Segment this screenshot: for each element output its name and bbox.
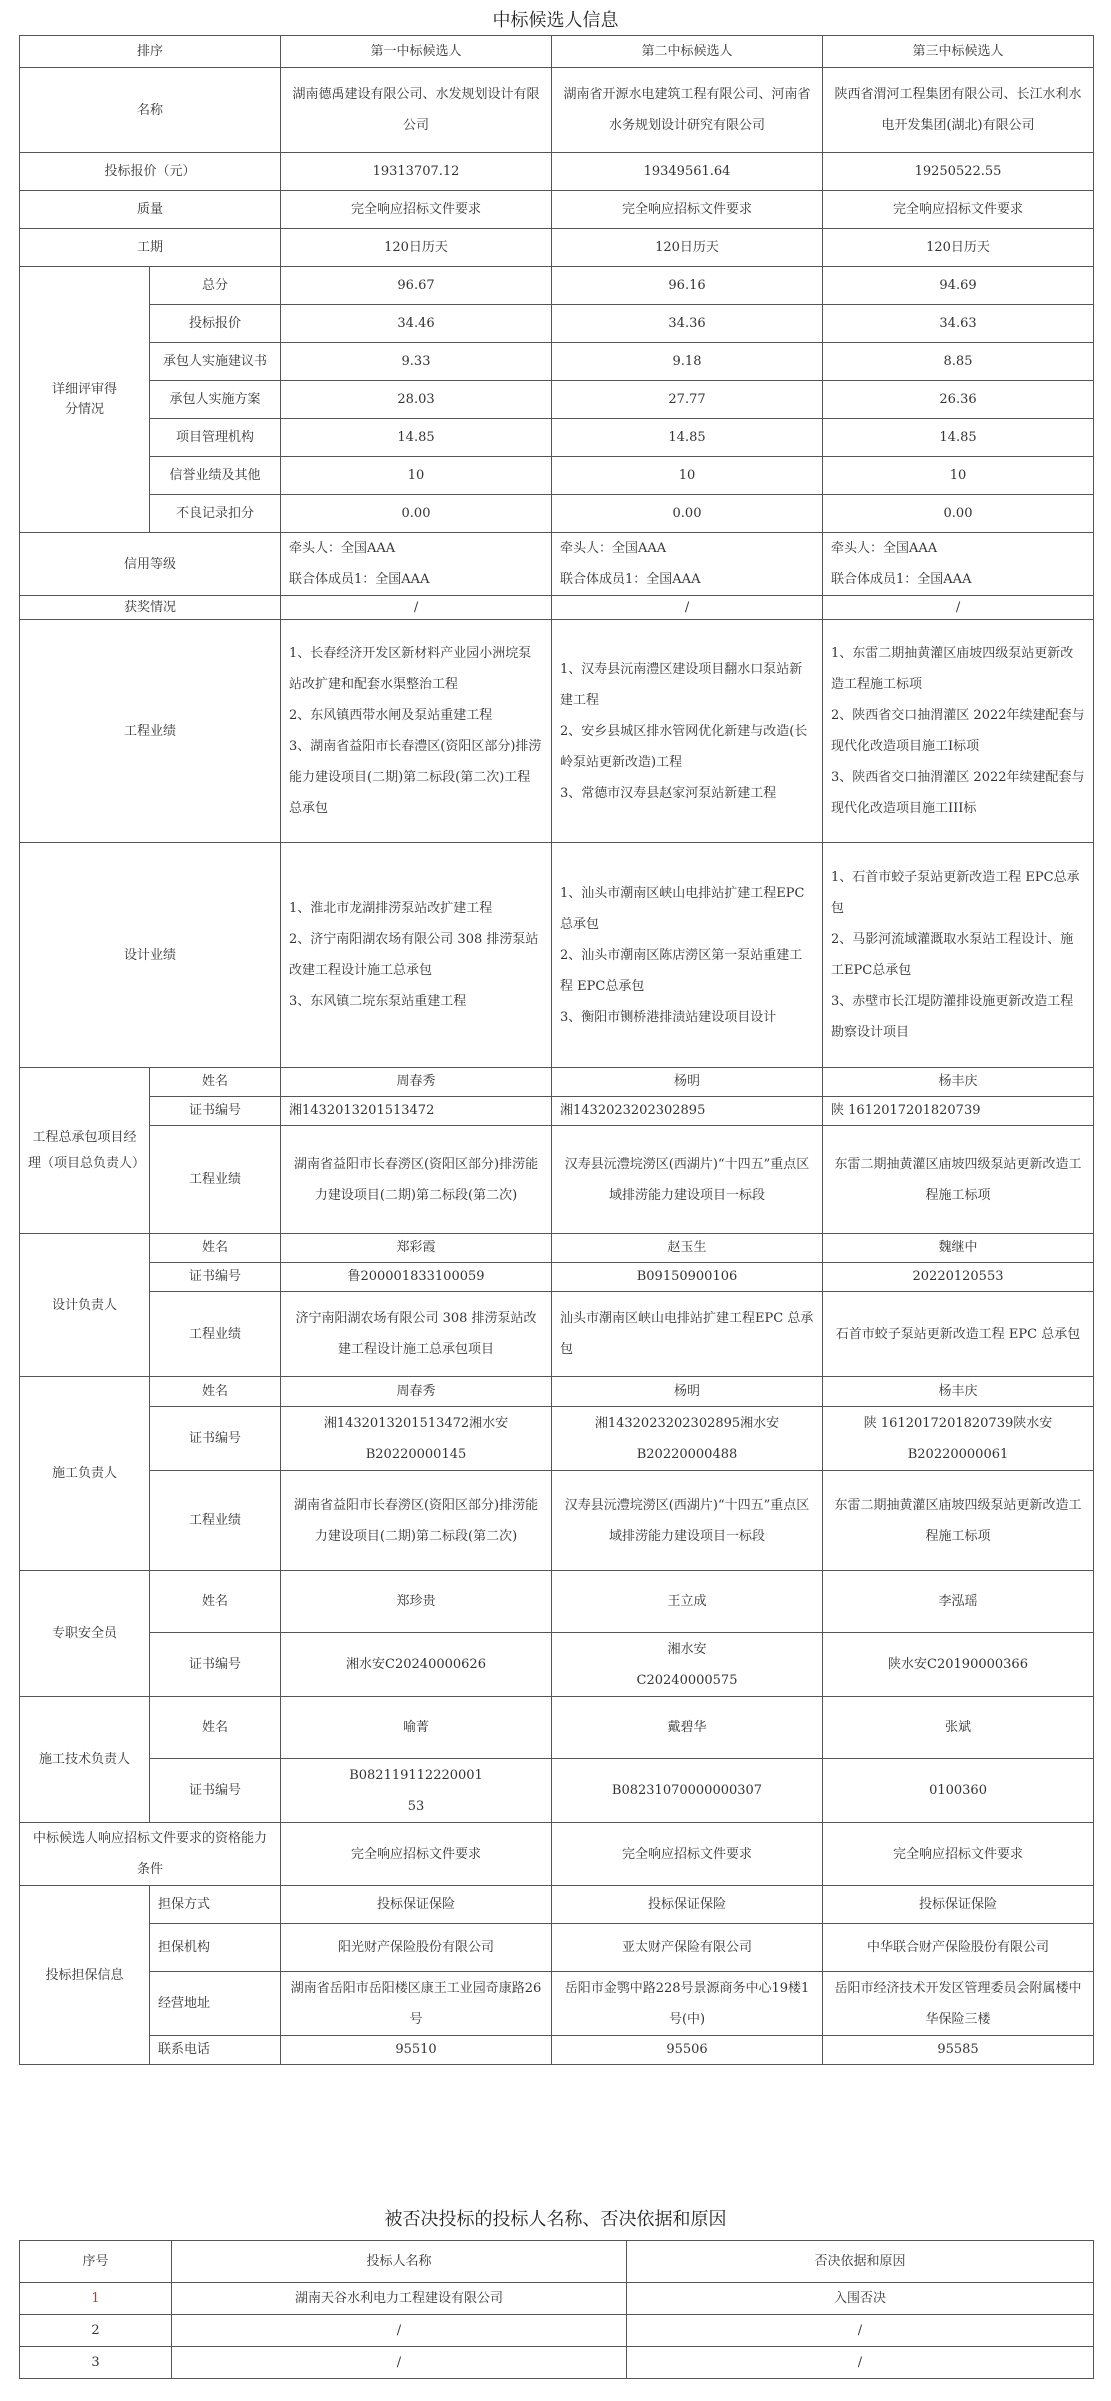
table-row <box>20 267 1094 305</box>
cell: 牵头人：全国AAA 联合体成员1：全国AAA <box>823 533 1094 596</box>
row-label: 证书编号 <box>150 1633 281 1697</box>
row-label: 质量 <box>20 191 281 229</box>
cell: 8.85 <box>823 343 1094 381</box>
row-label: 担保机构 <box>150 1924 281 1972</box>
cell: 湘水安C20240000626 <box>281 1633 552 1697</box>
group-label: 施工技术负责人 <box>20 1697 150 1823</box>
row-label: 承包人实施方案 <box>150 381 281 419</box>
cell: 95506 <box>552 2036 823 2065</box>
cell: 10 <box>552 457 823 495</box>
table-row <box>20 2241 1094 2283</box>
row-label: 姓名 <box>150 1234 281 1263</box>
cell: 96.67 <box>281 267 552 305</box>
cell: 2 <box>20 2315 172 2347</box>
row-label: 投标报价 <box>150 305 281 343</box>
cell: 1、石首市蛟子泵站更新改造工程 EPC总承包 2、马影河流域灌溉取水泵站工程设计、施工EPC总承包 3、赤壁市长江堤防灌排设施更新改造工程勘察设计项目 <box>823 843 1094 1068</box>
cell: B08231070000000307 <box>552 1759 823 1823</box>
cell: 湖南省开源水电建筑工程有限公司、河南省水务规划设计研究有限公司 <box>552 68 823 153</box>
cell: 杨明 <box>552 1377 823 1407</box>
table-row <box>20 533 1094 596</box>
row-label: 姓名 <box>150 1068 281 1097</box>
cell: 魏继中 <box>823 1234 1094 1263</box>
header-cell: 投标人名称 <box>172 2241 627 2283</box>
cell: 9.18 <box>552 343 823 381</box>
table-row <box>20 1924 1094 1972</box>
cell: / <box>281 596 552 620</box>
cell: 完全响应招标文件要求 <box>281 1823 552 1886</box>
table-row <box>20 1234 1094 1263</box>
cell: 济宁南阳湖农场有限公司 308 排涝泵站改建工程设计施工总承包项目 <box>281 1292 552 1377</box>
row-label: 名称 <box>20 68 281 153</box>
table-row <box>20 1263 1094 1292</box>
candidate-table <box>19 35 1094 2065</box>
cell: 0100360 <box>823 1759 1094 1823</box>
cell: 26.36 <box>823 381 1094 419</box>
rejected-table <box>19 2240 1094 2379</box>
cell: 亚太财产保险有限公司 <box>552 1924 823 1972</box>
cell: 岳阳市经济技术开发区管理委员会附属楼中华保险三楼 <box>823 1972 1094 2036</box>
table-row <box>20 153 1094 191</box>
cell: 14.85 <box>281 419 552 457</box>
table-row <box>20 457 1094 495</box>
cell: 湖南省岳阳市岳阳楼区康王工业园奇康路26号 <box>281 1972 552 2036</box>
cell: / <box>172 2347 627 2379</box>
cell: 李泓瑶 <box>823 1571 1094 1633</box>
row-label: 不良记录扣分 <box>150 495 281 533</box>
cell: 3 <box>20 2347 172 2379</box>
cell: 郑珍贵 <box>281 1571 552 1633</box>
cell: 戴碧华 <box>552 1697 823 1759</box>
cell: 王立成 <box>552 1571 823 1633</box>
table-row <box>20 1823 1094 1886</box>
row-label: 姓名 <box>150 1571 281 1633</box>
cell: 完全响应招标文件要求 <box>823 191 1094 229</box>
row-label: 姓名 <box>150 1697 281 1759</box>
cell: 1、东雷二期抽黄灌区庙坡四级泵站更新改造工程施工标项 2、陕西省交口抽渭灌区 2022年续建配套与现代化改造项目施工I标项 3、陕西省交口抽渭灌区 2022年续建配套与现代化改造项目施工III标 <box>823 620 1094 843</box>
header-cell: 序号 <box>20 2241 172 2283</box>
table-row <box>20 1886 1094 1924</box>
cell: 完全响应招标文件要求 <box>823 1823 1094 1886</box>
cell: / <box>172 2315 627 2347</box>
cell: 0.00 <box>281 495 552 533</box>
row-label: 工程业绩 <box>150 1471 281 1571</box>
row-label: 证书编号 <box>150 1407 281 1471</box>
group-label: 专职安全员 <box>20 1571 150 1697</box>
cell: 东雷二期抽黄灌区庙坡四级泵站更新改造工程施工标项 <box>823 1126 1094 1234</box>
cell: 湖南省益阳市长春澇区(资阳区部分)排涝能力建设项目(二期)第二标段(第二次) <box>281 1471 552 1571</box>
row-label: 工程业绩 <box>150 1292 281 1377</box>
table-row <box>20 596 1094 620</box>
group-label: 工程总承包项目经理（项目总负责人） <box>20 1068 150 1234</box>
cell: 95510 <box>281 2036 552 2065</box>
table-row <box>20 343 1094 381</box>
row-label: 总分 <box>150 267 281 305</box>
cell: 14.85 <box>823 419 1094 457</box>
row-label: 工程业绩 <box>20 620 281 843</box>
cell: 陕西省渭河工程集团有限公司、长江水利水电开发集团(湖北)有限公司 <box>823 68 1094 153</box>
cell: 汉寿县沅澧垸澇区(西湖片)“十四五”重点区域排涝能力建设项目一标段 <box>552 1471 823 1571</box>
cell: 10 <box>281 457 552 495</box>
cell: 投标保证保险 <box>823 1886 1094 1924</box>
row-label: 担保方式 <box>150 1886 281 1924</box>
cell: 120日历天 <box>281 229 552 267</box>
table-row <box>20 1407 1094 1471</box>
cell: 陕水安C20190000366 <box>823 1633 1094 1697</box>
table-row <box>20 1068 1094 1097</box>
table-row <box>20 229 1094 267</box>
header-cell: 第三中标候选人 <box>823 36 1094 68</box>
cell: 20220120553 <box>823 1263 1094 1292</box>
cell: 14.85 <box>552 419 823 457</box>
cell: 28.03 <box>281 381 552 419</box>
row-label: 姓名 <box>150 1377 281 1407</box>
table-row <box>20 1571 1094 1633</box>
cell: 1、淮北市龙湖排涝泵站改扩建工程 2、济宁南阳湖农场有限公司 308 排涝泵站改建工程设计施工总承包 3、东风镇二垸东泵站重建工程 <box>281 843 552 1068</box>
cell: 岳阳市金鹗中路228号景源商务中心19楼1号(中) <box>552 1972 823 2036</box>
cell: / <box>552 596 823 620</box>
cell: 张斌 <box>823 1697 1094 1759</box>
cell: 27.77 <box>552 381 823 419</box>
row-label: 项目管理机构 <box>150 419 281 457</box>
cell: 周春秀 <box>281 1068 552 1097</box>
cell: 入围否决 <box>627 2283 1094 2315</box>
row-label: 工期 <box>20 229 281 267</box>
table-row <box>20 2283 1094 2315</box>
group-label: 投标担保信息 <box>20 1886 150 2065</box>
cell: 湘1432023202302895 <box>552 1097 823 1126</box>
row-label: 经营地址 <box>150 1972 281 2036</box>
cell: 中华联合财产保险股份有限公司 <box>823 1924 1094 1972</box>
cell: 湖南省益阳市长春澇区(资阳区部分)排涝能力建设项目(二期)第二标段(第二次) <box>281 1126 552 1234</box>
cell: 0.00 <box>552 495 823 533</box>
table-row <box>20 68 1094 153</box>
cell: 杨丰庆 <box>823 1068 1094 1097</box>
cell: 1、汉寿县沅南澧区建设项目翻水口泵站新建工程 2、安乡县城区排水管网优化新建与改造(长岭泵站更新改造)工程 3、常德市汉寿县赵家河泵站新建工程 <box>552 620 823 843</box>
table-row <box>20 381 1094 419</box>
cell: 34.46 <box>281 305 552 343</box>
cell: 完全响应招标文件要求 <box>552 1823 823 1886</box>
cell: 杨丰庆 <box>823 1377 1094 1407</box>
cell: 完全响应招标文件要求 <box>281 191 552 229</box>
cell: 杨明 <box>552 1068 823 1097</box>
table-row <box>20 843 1094 1068</box>
cell: 牵头人：全国AAA 联合体成员1：全国AAA <box>281 533 552 596</box>
table-row <box>20 2347 1094 2379</box>
cell: 石首市蛟子泵站更新改造工程 EPC 总承包 <box>823 1292 1094 1377</box>
cell: 湖南天谷水利电力工程建设有限公司 <box>172 2283 627 2315</box>
cell: 120日历天 <box>823 229 1094 267</box>
cell: 1、汕头市潮南区峡山电排站扩建工程EPC 总承包 2、汕头市潮南区陈店澇区第一泵站重建工程 EPC总承包 3、衡阳市铡桥港排渍站建设项目设计 <box>552 843 823 1068</box>
cell: 湘1432023202302895湘水安B20220000488 <box>552 1407 823 1471</box>
cell: 19313707.12 <box>281 153 552 191</box>
cell: 赵玉生 <box>552 1234 823 1263</box>
cell: 陕 1612017201820739 <box>823 1097 1094 1126</box>
cell: 汉寿县沅澧垸澇区(西湖片)“十四五”重点区域排涝能力建设项目一标段 <box>552 1126 823 1234</box>
page-title: 中标候选人信息 <box>492 10 619 31</box>
cell: 0.00 <box>823 495 1094 533</box>
table-row <box>20 1633 1094 1697</box>
cell: 34.36 <box>552 305 823 343</box>
table-row <box>20 1471 1094 1571</box>
cell: 汕头市潮南区峡山电排站扩建工程EPC 总承包 <box>552 1292 823 1377</box>
table-row <box>20 1377 1094 1407</box>
row-label: 信用等级 <box>20 533 281 596</box>
cell: 96.16 <box>552 267 823 305</box>
cell: 19349561.64 <box>552 153 823 191</box>
cell: 周春秀 <box>281 1377 552 1407</box>
cell: 阳光财产保险股份有限公司 <box>281 1924 552 1972</box>
table-row <box>20 620 1094 843</box>
cell: 1 <box>20 2283 172 2315</box>
table-row <box>20 495 1094 533</box>
cell: 19250522.55 <box>823 153 1094 191</box>
table-row <box>20 305 1094 343</box>
cell: 陕 1612017201820739陕水安B20220000061 <box>823 1407 1094 1471</box>
group-label: 设计负责人 <box>20 1234 150 1377</box>
group-label: 详细评审得分情况 <box>20 267 150 533</box>
cell: 9.33 <box>281 343 552 381</box>
table-row <box>20 1292 1094 1377</box>
cell: 34.63 <box>823 305 1094 343</box>
cell: 郑彩霞 <box>281 1234 552 1263</box>
cell: 完全响应招标文件要求 <box>552 191 823 229</box>
cell: 1、长春经济开发区新材料产业园小洲垸泵站改扩建和配套水渠整治工程 2、东风镇西带水闸及泵站重建工程 3、湖南省益阳市长春澧区(资阳区部分)排涝能力建设项目(二期)第二标段(第二次)工程总承包 <box>281 620 552 843</box>
header-cell: 排序 <box>20 36 281 68</box>
row-label: 证书编号 <box>150 1097 281 1126</box>
cell: 湘1432013201513472湘水安B20220000145 <box>281 1407 552 1471</box>
cell: 东雷二期抽黄灌区庙坡四级泵站更新改造工程施工标项 <box>823 1471 1094 1571</box>
cell: 湘1432013201513472 <box>281 1097 552 1126</box>
row-label: 设计业绩 <box>20 843 281 1068</box>
table-row <box>20 191 1094 229</box>
row-label: 联系电话 <box>150 2036 281 2065</box>
table-row <box>20 1697 1094 1759</box>
table-row <box>20 1097 1094 1126</box>
cell: 湘水安 C20240000575 <box>552 1633 823 1697</box>
table-row <box>20 36 1094 68</box>
row-label: 证书编号 <box>150 1263 281 1292</box>
table-row <box>20 1972 1094 2036</box>
header-cell: 第一中标候选人 <box>281 36 552 68</box>
row-label: 投标报价（元） <box>20 153 281 191</box>
row-label: 中标候选人响应招标文件要求的资格能力条件 <box>20 1823 281 1886</box>
table-row <box>20 2315 1094 2347</box>
cell: / <box>627 2347 1094 2379</box>
table-row <box>20 419 1094 457</box>
table-row <box>20 2036 1094 2065</box>
table-row <box>20 1126 1094 1234</box>
cell: 鲁200001833100059 <box>281 1263 552 1292</box>
cell: 牵头人：全国AAA 联合体成员1：全国AAA <box>552 533 823 596</box>
group-label: 施工负责人 <box>20 1377 150 1571</box>
cell: / <box>823 596 1094 620</box>
cell: 投标保证保险 <box>552 1886 823 1924</box>
cell: B09150900106 <box>552 1263 823 1292</box>
cell: 94.69 <box>823 267 1094 305</box>
cell: 120日历天 <box>552 229 823 267</box>
header-cell: 第二中标候选人 <box>552 36 823 68</box>
cell: 喻菁 <box>281 1697 552 1759</box>
cell: 湖南德禹建设有限公司、水发规划设计有限公司 <box>281 68 552 153</box>
cell: / <box>627 2315 1094 2347</box>
row-label: 承包人实施建议书 <box>150 343 281 381</box>
row-label: 证书编号 <box>150 1759 281 1823</box>
section-title: 被否决投标的投标人名称、否决依据和原因 <box>384 2209 727 2230</box>
row-label: 获奖情况 <box>20 596 281 620</box>
cell: 10 <box>823 457 1094 495</box>
table-row <box>20 1759 1094 1823</box>
cell: 95585 <box>823 2036 1094 2065</box>
header-cell: 否决依据和原因 <box>627 2241 1094 2283</box>
cell: 投标保证保险 <box>281 1886 552 1924</box>
cell: B082119112220001 53 <box>281 1759 552 1823</box>
row-label: 工程业绩 <box>150 1126 281 1234</box>
row-label: 信誉业绩及其他 <box>150 457 281 495</box>
